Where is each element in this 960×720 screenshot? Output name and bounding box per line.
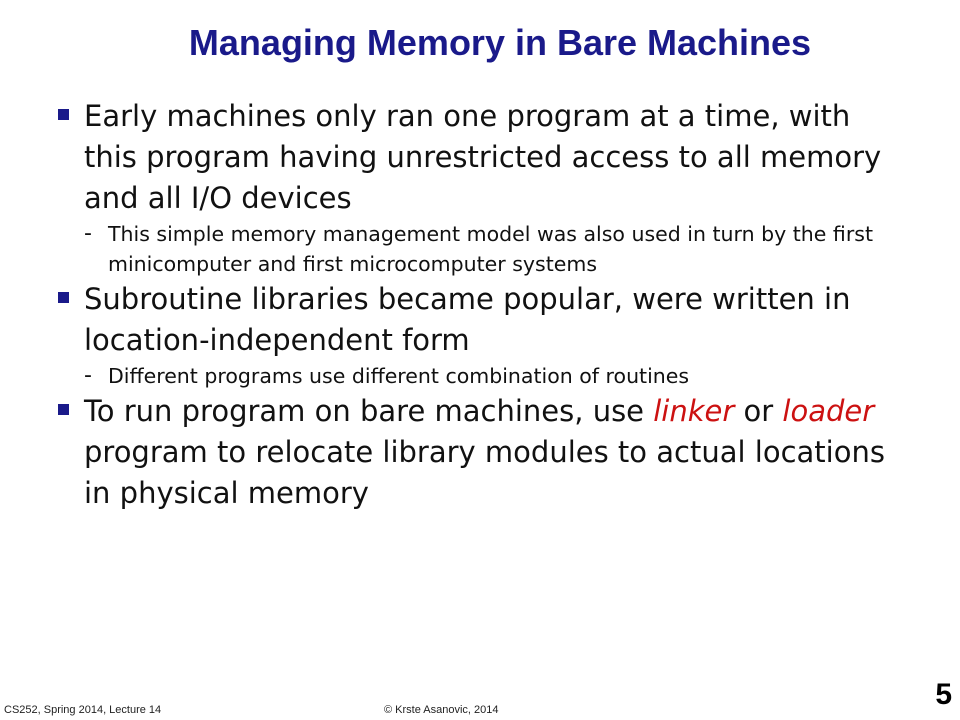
bullet-item <box>58 391 888 514</box>
linker-term: linker <box>653 394 735 428</box>
sub-bullet-item <box>84 219 888 279</box>
footer-course: CS252, Spring 2014, Lecture 14 <box>4 704 162 716</box>
bullet-text: Early machines only ran one program at a time, with this program having unrestricted access to all memory and all I/O devices <box>84 99 882 215</box>
square-bullet-icon <box>58 292 69 303</box>
bullet-item <box>58 279 888 361</box>
sub-bullet-item <box>84 361 888 391</box>
bullet-text-part: program to relocate library modules to actual locations in physical memory <box>84 435 885 510</box>
bullet-text: Subroutine libraries became popular, were written in location-independent form <box>84 282 851 357</box>
dash-bullet-icon: - <box>84 221 92 246</box>
page-number: 5 <box>935 678 952 711</box>
slide-title: Managing Memory in Bare Machines <box>188 22 812 63</box>
square-bullet-icon <box>58 404 69 415</box>
loader-term: loader <box>782 394 875 428</box>
footer-copyright: © Krste Asanovic, 2014 <box>384 704 499 716</box>
dash-bullet-icon: - <box>84 363 92 388</box>
square-bullet-icon <box>58 109 69 120</box>
bullet-item <box>58 96 888 219</box>
bullet-text-part: To run program on bare machines, use <box>84 394 654 428</box>
bullet-text-part: or <box>734 394 783 428</box>
sub-bullet-text: Different programs use different combination of routines <box>108 364 690 388</box>
bullet-list <box>58 96 888 514</box>
sub-bullet-text: This simple memory management model was also used in turn by the first minicomputer and first microcomputer systems <box>108 222 873 276</box>
